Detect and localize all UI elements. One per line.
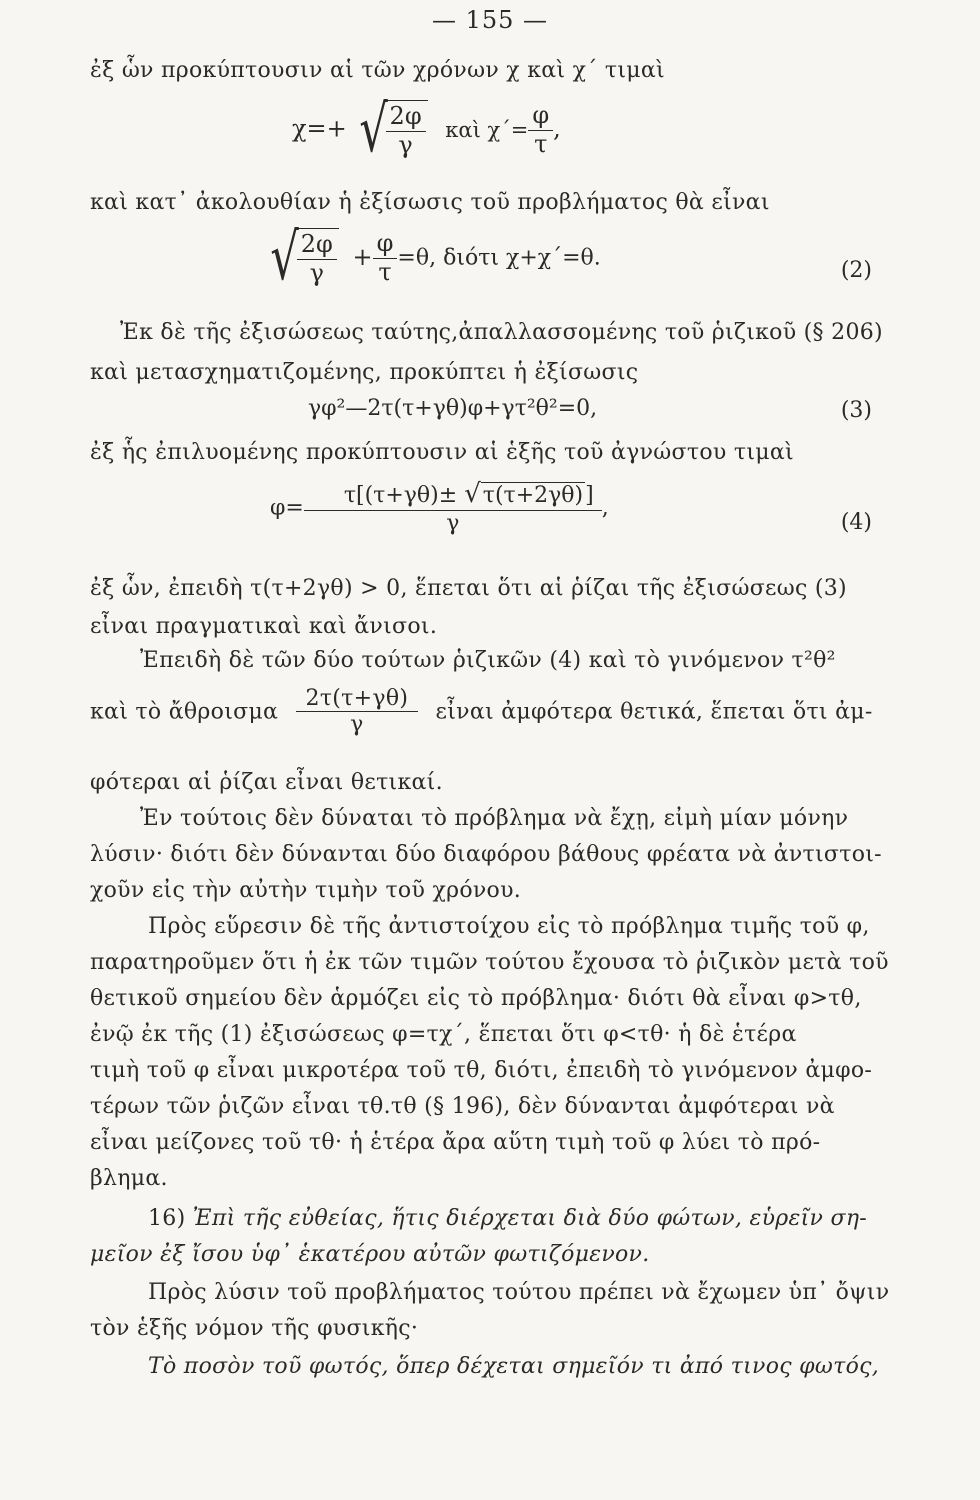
text-line-14: Πρὸς εὕρεσιν δὲ τῆς ἀντιστοίχου εἰς τὸ πρόβλημα τιμῆς τοῦ φ,: [148, 914, 870, 939]
text-line-7: εἶναι πραγματικαὶ καὶ ἄνισοι.: [90, 614, 438, 639]
equation-1: χ=+ √ $\frac{2\varphi}{\gamma}$ καὶ χ΄= $\frac{\varphi}{\tau}$ ,: [292, 93, 561, 167]
text-line-24: Πρὸς λύσιν τοῦ προβλήματος τούτου πρέπει νὰ ἔχωμεν ὑπ᾿ ὄψιν: [148, 1280, 890, 1305]
text-line-5: ἐξ ἧς ἐπιλυομένης προκύπτουσιν αἱ ἑξῆς τοῦ ἀγνώστου τιμαὶ: [90, 440, 794, 465]
sqrt-1: √ $\frac{2\varphi}{\gamma}$: [347, 98, 428, 162]
equation-number-4: (4): [840, 510, 872, 535]
text-line-18: τιμὴ τοῦ φ εἶναι μικροτέρα τοῦ τθ, διότι, ἐπειδὴ τὸ γινόμενον ἀμφο-: [90, 1058, 873, 1083]
fraction-4: $\frac{\tau[(\tau+\gamma\theta)\pm √\tau(\tau+2\gamma\theta)]}{\gamma}$: [304, 480, 602, 536]
text-line-1: ἐξ ὧν προκύπτουσιν αἱ τῶν χρόνων χ καὶ χ΄ τιμαὶ: [90, 58, 665, 83]
fraction-sum: $\frac{2\tau(\tau+\gamma\theta)}{\gamma}$: [296, 686, 419, 738]
text-line-13: χοῦν εἰς τὴν αὐτὴν τιμὴν τοῦ χρόνου.: [90, 878, 522, 903]
sqrt-2: √ $\frac{2\varphi}{\gamma}$: [258, 226, 339, 290]
text-line-3: Ἐκ δὲ τῆς ἐξισώσεως ταύτης,ἀπαλλασσομένης τοῦ ῥιζικοῦ (§ 206): [120, 320, 883, 345]
equation-3: γφ²—2τ(τ+γθ)φ+γτ²θ²=0,: [308, 396, 598, 421]
text-line-10: φότεραι αἱ ῥίζαι εἶναι θετικαί.: [90, 770, 443, 795]
equation-number-3: (3): [840, 398, 872, 423]
page-number: — 155 —: [431, 6, 549, 34]
text-line-4: καὶ μετασχηματιζομένης, προκύπτει ἡ ἐξίσωσις: [90, 360, 639, 385]
text-line-9: καὶ τὸ ἄθροισμα $\frac{2\tau(\tau+\gamma\theta)}{\gamma}$ εἶναι ἀμφότερα θετικά, ἕπεται ὅτι ἀμ-: [90, 686, 873, 738]
text-line-21: βλημα.: [90, 1166, 168, 1191]
text-line-25: τὸν ἑξῆς νόμον τῆς φυσικῆς·: [90, 1316, 419, 1341]
equation-4: φ= $\frac{\tau[(\tau+\gamma\theta)\pm √\tau(\tau+2\gamma\theta)]}{\gamma}$ ,: [270, 479, 609, 536]
text-line-6: ἐξ ὧν, ἐπειδὴ τ(τ+2γθ) > 0, ἕπεται ὅτι αἱ ῥίζαι τῆς ἐξισώσεως (3): [90, 576, 847, 601]
equation-2: √ $\frac{2\varphi}{\gamma}$ + $\frac{\varphi}{\tau}$ =θ, διότι χ+χ΄=θ.: [258, 226, 601, 290]
text-line-26: Τὸ ποσὸν τοῦ φωτός, ὅπερ δέχεται σημεῖόν τι ἀπό τινος φωτός,: [148, 1354, 880, 1379]
text-line-12: λύσιν· διότι δὲν δύνανται δύο διαφόρου βάθους φρέατα νὰ ἀντιστοι-: [90, 842, 882, 867]
text-line-16: θετικοῦ σημείου δὲν ἁρμόζει εἰς τὸ πρόβλημα· διότι θὰ εἶναι φ>τθ,: [90, 986, 862, 1011]
equation-number-2: (2): [840, 258, 872, 283]
fraction-phi-tau: $\frac{\varphi}{\tau}$: [528, 102, 553, 158]
text-line-11: Ἐν τούτοις δὲν δύναται τὸ πρόβλημα νὰ ἔχῃ, εἰμὴ μίαν μόνην: [140, 806, 849, 831]
text-line-15: παρατηροῦμεν ὅτι ἡ ἐκ τῶν τιμῶν τούτου ἔχουσα τὸ ῥιζικὸν μετὰ τοῦ: [90, 950, 889, 975]
problem-heading: 16) Ἐπὶ τῆς εὐθείας, ἥτις διέρχεται διὰ δύο φώτων, εὑρεῖν ση-: [148, 1206, 868, 1231]
text-line-20: εἶναι μείζονες τοῦ τθ· ἡ ἑτέρα ἄρα αὕτη τιμὴ τοῦ φ λύει τὸ πρό-: [90, 1130, 821, 1155]
text-line-17: ἐνῷ ἐκ τῆς (1) ἐξισώσεως φ=τχ΄, ἕπεται ὅτι φ<τθ· ἡ δὲ ἑτέρα: [90, 1022, 797, 1047]
text-line-2: καὶ κατ᾿ ἀκολουθίαν ἡ ἐξίσωσις τοῦ προβλήματος θὰ εἶναι: [90, 190, 770, 215]
problem-heading-cont: μεῖον ἐξ ἴσου ὑφ᾿ ἑκατέρου αὐτῶν φωτιζόμενον.: [90, 1242, 650, 1267]
text-line-19: τέρων τῶν ῥιζῶν εἶναι τθ.τθ (§ 196), δὲν δύνανται ἀμφότεραι νὰ: [90, 1094, 835, 1119]
text-line-8: Ἐπειδὴ δὲ τῶν δύο τούτων ῥιζικῶν (4) καὶ τὸ γινόμενον τ²θ²: [140, 648, 836, 673]
